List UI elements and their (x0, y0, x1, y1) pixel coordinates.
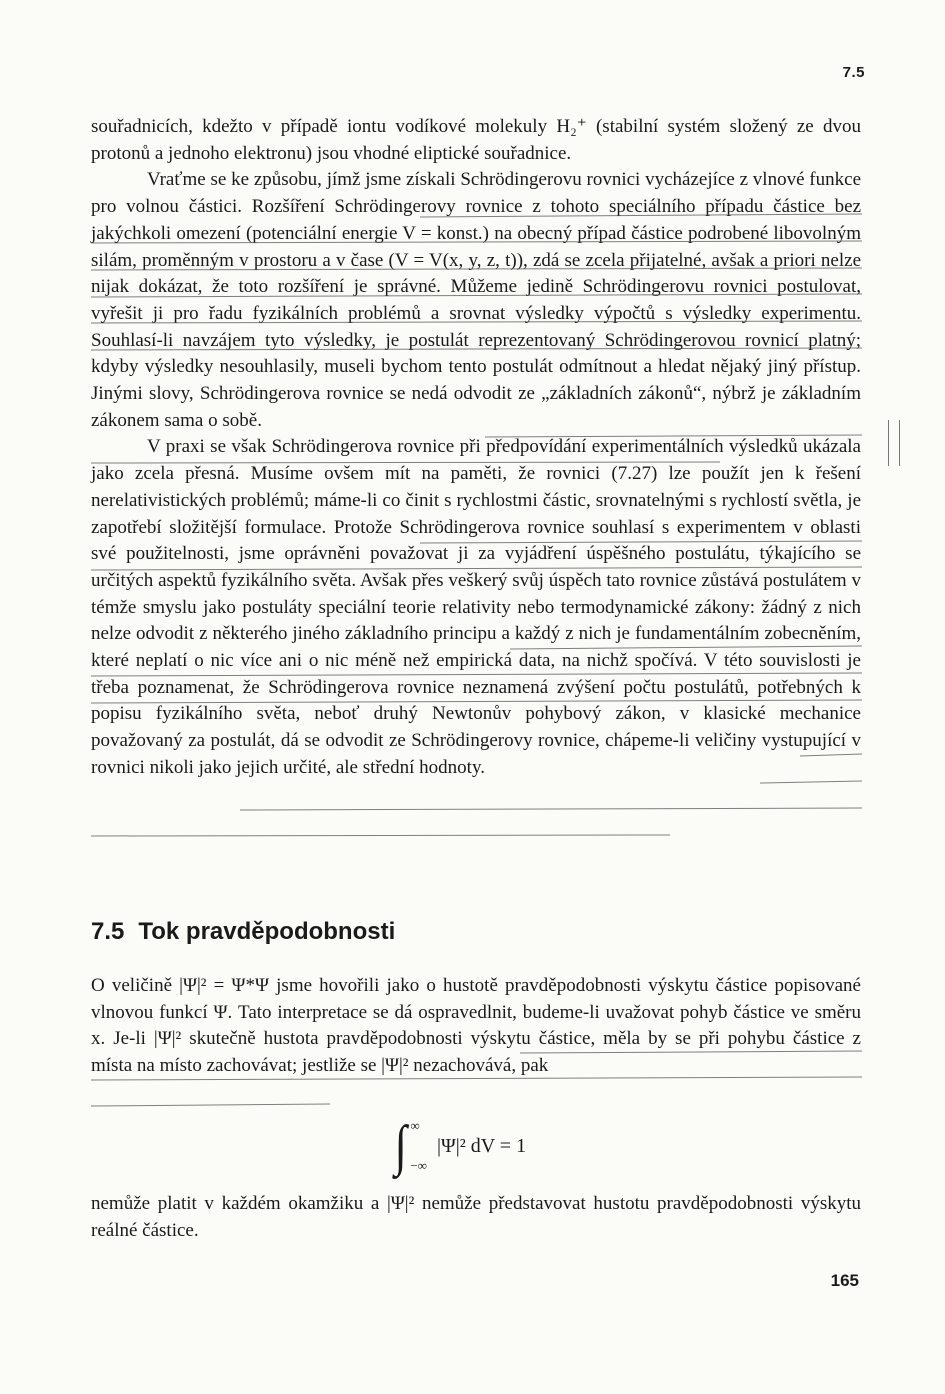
section-title: Tok pravděpodobnosti (138, 918, 396, 945)
section-heading (91, 918, 395, 946)
page-number: 165 (830, 1271, 859, 1290)
paragraph: Vraťme se ke způsobu, jímž jsme získali Schrödingerovu rovnici vycházejíce z vlnové funkce pro volnou částici. Rozšíření Schrödingerovy rovnice z tohoto speciálního případu částice bez jakýchkoli omezení (potenciální energie V = konst.) na obecný případ částice podrobené libovolným silám, proměnným v prostoru a v čase (V = V(x, y, z, t)), zdá se zcela přijatelné, avšak a priori nelze nijak dokázat, že toto rozšíření je správné. Můžeme jedině Schrödingerovu rovnici postulovat, vyřešit ji pro řadu fyzikálních problémů a srovnat výsledky výpočtů s výsledky experimentu. Souhlasí-li navzájem tyto výsledky, je postulát reprezentovaný Schrödingerovou rovnicí platný; kdyby výsledky nesouhlasily, museli bychom tento postulát odmítnout a hledat nějaký jiný přístup. Jinými slovy, Schrödingerova rovnice se nedá odvodit ze „základních zákonů“, nýbrž je základním zákonem sama o sobě. (91, 169, 861, 431)
paragraph: souřadnicích, kdežto v případě iontu vodíkové molekuly H₂⁺ (stabilní systém složený ze dvou protonů a jednoho elektronu) jsou vhodné eliptické souřadnice. (91, 116, 861, 164)
section-text-continued (91, 1191, 861, 1244)
lower-limit: −∞ (410, 1158, 427, 1173)
equation (393, 1115, 527, 1177)
paragraph: V praxi se však Schrödingerova rovnice při předpovídání experimentálních výsledků ukázala jako zcela přesná. Musíme ovšem mít na paměti, že rovnici (7.27) lze použít jen k řešení nerelativistických problémů; máme-li co činit s rychlostmi částic, srovnatelnými s rychlostí světla, je zapotřebí složitější formulace. Protože Schrödingerova rovnice souhlasí s experimentem v oblasti své použitelnosti, jsme oprávněni považovat ji za vyjádření úspěšného postulátu, týkajícího se určitých aspektů fyzikálního světa. Avšak přes veškerý svůj úspěch tato rovnice zůstává postulátem v témže smyslu jako postuláty speciální teorie relativity nebo termodynamické zákony: žádný z nich nelze odvodit z některého jiného základního principu a každý z nich je fundamentálním zobecněním, které neplatí o nic více ani o nic méně než empirická data, na nichž spočívá. V této souvislosti je třeba poznamenat, že Schrödingerova rovnice neznamená zvýšení počtu postulátů, potřebných k popisu fyzikálního světa, neboť druhý Newtonův pohybový zákon, v klasické mechanice považovaný za postulát, dá se odvodit ze Schrödingerovy rovnice, chápeme-li veličiny vystupující v rovnici nikoli jako jejich určité, ale střední hodnoty. (91, 436, 861, 778)
section-text (91, 973, 861, 1080)
body-text (91, 114, 861, 782)
running-head: 7.5 (842, 64, 865, 81)
section-number: 7.5 (91, 918, 125, 945)
paragraph: O veličině |Ψ|² = Ψ*Ψ jsme hovořili jako o hustotě pravděpodobnosti výskytu částice popisované vlnovou funkcí Ψ. Tato interpretace se dá ospravedlnit, budeme-li uvažovat pohyb částice ve směru x. Je-li |Ψ|² skutečně hustota pravděpodobnosti výskytu částice, měla by se při pohybu částice z místa na místo zachovávat; jestliže se |Ψ|² nezachovává, pak (91, 975, 861, 1077)
margin-mark (888, 420, 900, 466)
paragraph: nemůže platit v každém okamžiku a |Ψ|² nemůže představovat hustotu pravděpodobnosti výskytu reálné částice. (91, 1193, 861, 1241)
integral-sign: ∫ (394, 1115, 407, 1177)
integral-limits (410, 1118, 427, 1174)
equation-body: |Ψ|² dV = 1 (436, 1134, 527, 1157)
upper-limit: ∞ (410, 1118, 420, 1133)
